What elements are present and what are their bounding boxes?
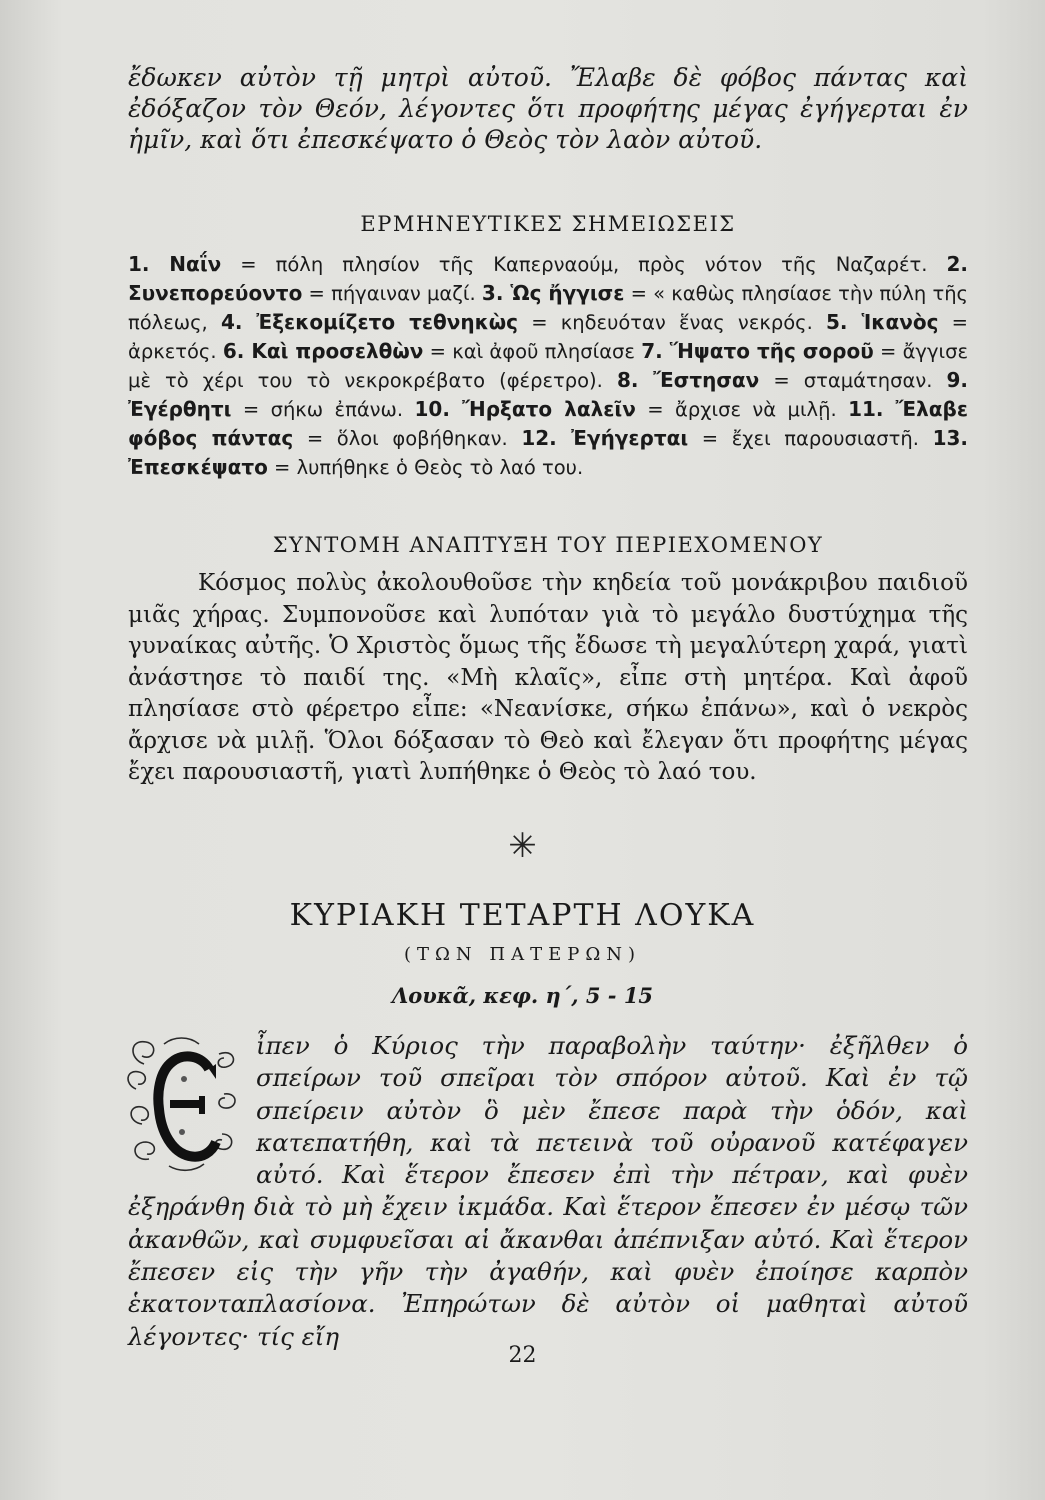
gospel-paragraph: [128, 1030, 968, 1353]
note-term: 9. Ἐγέρθητι: [128, 368, 968, 421]
page-number: 22: [508, 1343, 537, 1368]
note-text: = ἄγγισε μὲ τὸ χέρι του τὸ νεκροκρέβατο (φέρετρο).: [128, 340, 968, 392]
note-text: = πήγαιναν μαζί.: [308, 282, 476, 305]
note-text: = λυπήθηκε ὁ Θεὸς τὸ λαό του.: [274, 456, 584, 479]
note-text: = σταμάτησαν.: [773, 369, 933, 392]
note-text: = καὶ ἀφοῦ πλησίασε: [429, 340, 635, 363]
note-term: 1. Ναΐν: [128, 252, 222, 276]
separator-asterisk: ✳: [508, 826, 537, 866]
note-term: 10. Ἤρξατο λαλεῖν: [414, 397, 636, 421]
summary-text: Κόσμος πολὺς ἀκολουθοῦσε τὴν κηδεία τοῦ μονάκριβου παιδιοῦ μιᾶς χήρας. Συμπονοῦσε καὶ λυπόταν γιὰ τὸ μεγάλο δυστύχημα τῆς γυναίκας αὐτῆς. Ὁ Χριστὸς ὅμως τῆς ἔδωσε τὴ μεγαλύτερη χαρά, γιατὶ ἀνάστησε τὸ παιδί της. «Μὴ κλαῖς», εἶπε στὴ μητέρα. Καὶ ἀφοῦ πλησίασε στὸ φέρετρο εἶπε: «Νεανίσκε, σήκω ἐπάνω», καὶ ὁ νεκρὸς ἄρχισε νὰ μιλῇ. Ὅλοι δόξασαν τὸ Θεὸ καὶ ἔλεγαν ὅτι προφήτης μέγας ἔχει παρουσιαστῆ, γιατὶ λυπήθηκε ὁ Θεὸς τὸ λαό του.: [128, 570, 968, 785]
note-text: = σήκω ἐπάνω.: [242, 398, 404, 421]
note-term: 13. Ἐπεσκέψατο: [128, 426, 968, 479]
note-term: 2. Συνεπορεύοντο: [128, 252, 969, 305]
note-text: = κηδευόταν ἕνας νεκρός.: [531, 311, 813, 334]
section-subtitle: (ΤΩΝ ΠΑΤΕΡΩΝ): [403, 944, 642, 965]
note-text: = πόλη πλησίον τῆς Καπερναούμ, πρὸς νότον τῆς Ναζαρέτ.: [240, 253, 928, 276]
note-term: 12. Ἐγήγερται: [521, 426, 689, 450]
note-text: = ἀρκετός.: [128, 311, 968, 363]
notes-block: [128, 250, 968, 482]
note-text: = ἔχει παρουσιαστῆ.: [701, 427, 919, 450]
note-term: 5. Ἱκανὸς: [826, 310, 939, 334]
note-term: 6. Καὶ προσελθὼν: [222, 339, 424, 363]
summary-paragraph: [128, 568, 968, 789]
note-text: = « καθὼς πλησίασε τὴν πύλη τῆς πόλεως,: [128, 282, 968, 334]
summary-heading: ΣΥΝΤΟΜΗ ΑΝΑΠΤΥΞΗ ΤΟΥ ΠΕΡΙΕΧΟΜΕΝΟΥ: [272, 533, 824, 557]
note-term: 8. Ἔστησαν: [616, 368, 760, 392]
note-term: 11. Ἔλαβε φόβος πάντας: [128, 397, 968, 450]
gospel-text: ἶπεν ὁ Κύριος τὴν παραβολὴν ταύτην· ἐξῆλθεν ὁ σπείρων τοῦ σπεῖραι τὸν σπόρον αὐτοῦ. Καὶ ἐν τῷ σπείρειν αὐτὸν ὃ μὲν ἔπεσε παρὰ τὴν ὁδόν, καὶ κατεπατήθη, καὶ τὰ πετεινὰ τοῦ οὐρανοῦ κατέφαγεν αὐτό. Καὶ ἕτερον ἔπεσεν ἐπὶ τὴν πέτραν, καὶ φυὲν ἐξηράνθη διὰ τὸ μὴ ἔχειν ἰκμάδα. Καὶ ἕτερον ἔπεσεν ἐν μέσῳ τῶν ἀκανθῶν, καὶ συμφυεῖσαι αἱ ἄκανθαι ἀπέπνιξαν αὐτό. Καὶ ἕτερον ἔπεσεν εἰς τὴν γῆν τὴν ἀγαθήν, καὶ φυὲν ἐποίησε καρπὸν ἑκατονταπλασίονα. Ἐπηρώτων δὲ αὐτὸν οἱ μαθηταὶ αὐτοῦ λέγοντες· τίς εἴη: [128, 1031, 968, 1351]
ornate-dropcap-icon: [124, 1034, 242, 1174]
note-text: = ἄρχισε νὰ μιλῇ.: [647, 398, 837, 421]
notes-heading: ΕΡΜΗΝΕΥΤΙΚΕΣ ΣΗΜΕΙΩΣΕΙΣ: [360, 212, 736, 236]
note-term: 7. Ἥψατο τῆς σοροῦ: [641, 339, 874, 363]
note-term: 4. Ἐξεκομίζετο τεθνηκὼς: [220, 310, 519, 334]
top-paragraph: ἔδωκεν αὐτὸν τῇ μητρὶ αὐτοῦ. Ἔλαβε δὲ φόβος πάντας καὶ ἐδόξαζον τὸν Θεόν, λέγοντες ὅτι προφήτης μέγας ἐγήγερται ἐν ἡμῖν, καὶ ὅτι ἐπεσκέψατο ὁ Θεὸς τὸν λαὸν αὐτοῦ.: [128, 63, 968, 154]
note-term: 3. Ὡς ἤγγισε: [481, 281, 625, 305]
section-title: ΚΥΡΙΑΚΗ ΤΕΤΑΡΤΗ ΛΟΥΚΑ: [289, 898, 756, 933]
note-text: = ὅλοι φοβήθηκαν.: [306, 427, 508, 450]
scripture-reference: Λουκᾶ, κεφ. η΄, 5 - 15: [391, 983, 654, 1008]
